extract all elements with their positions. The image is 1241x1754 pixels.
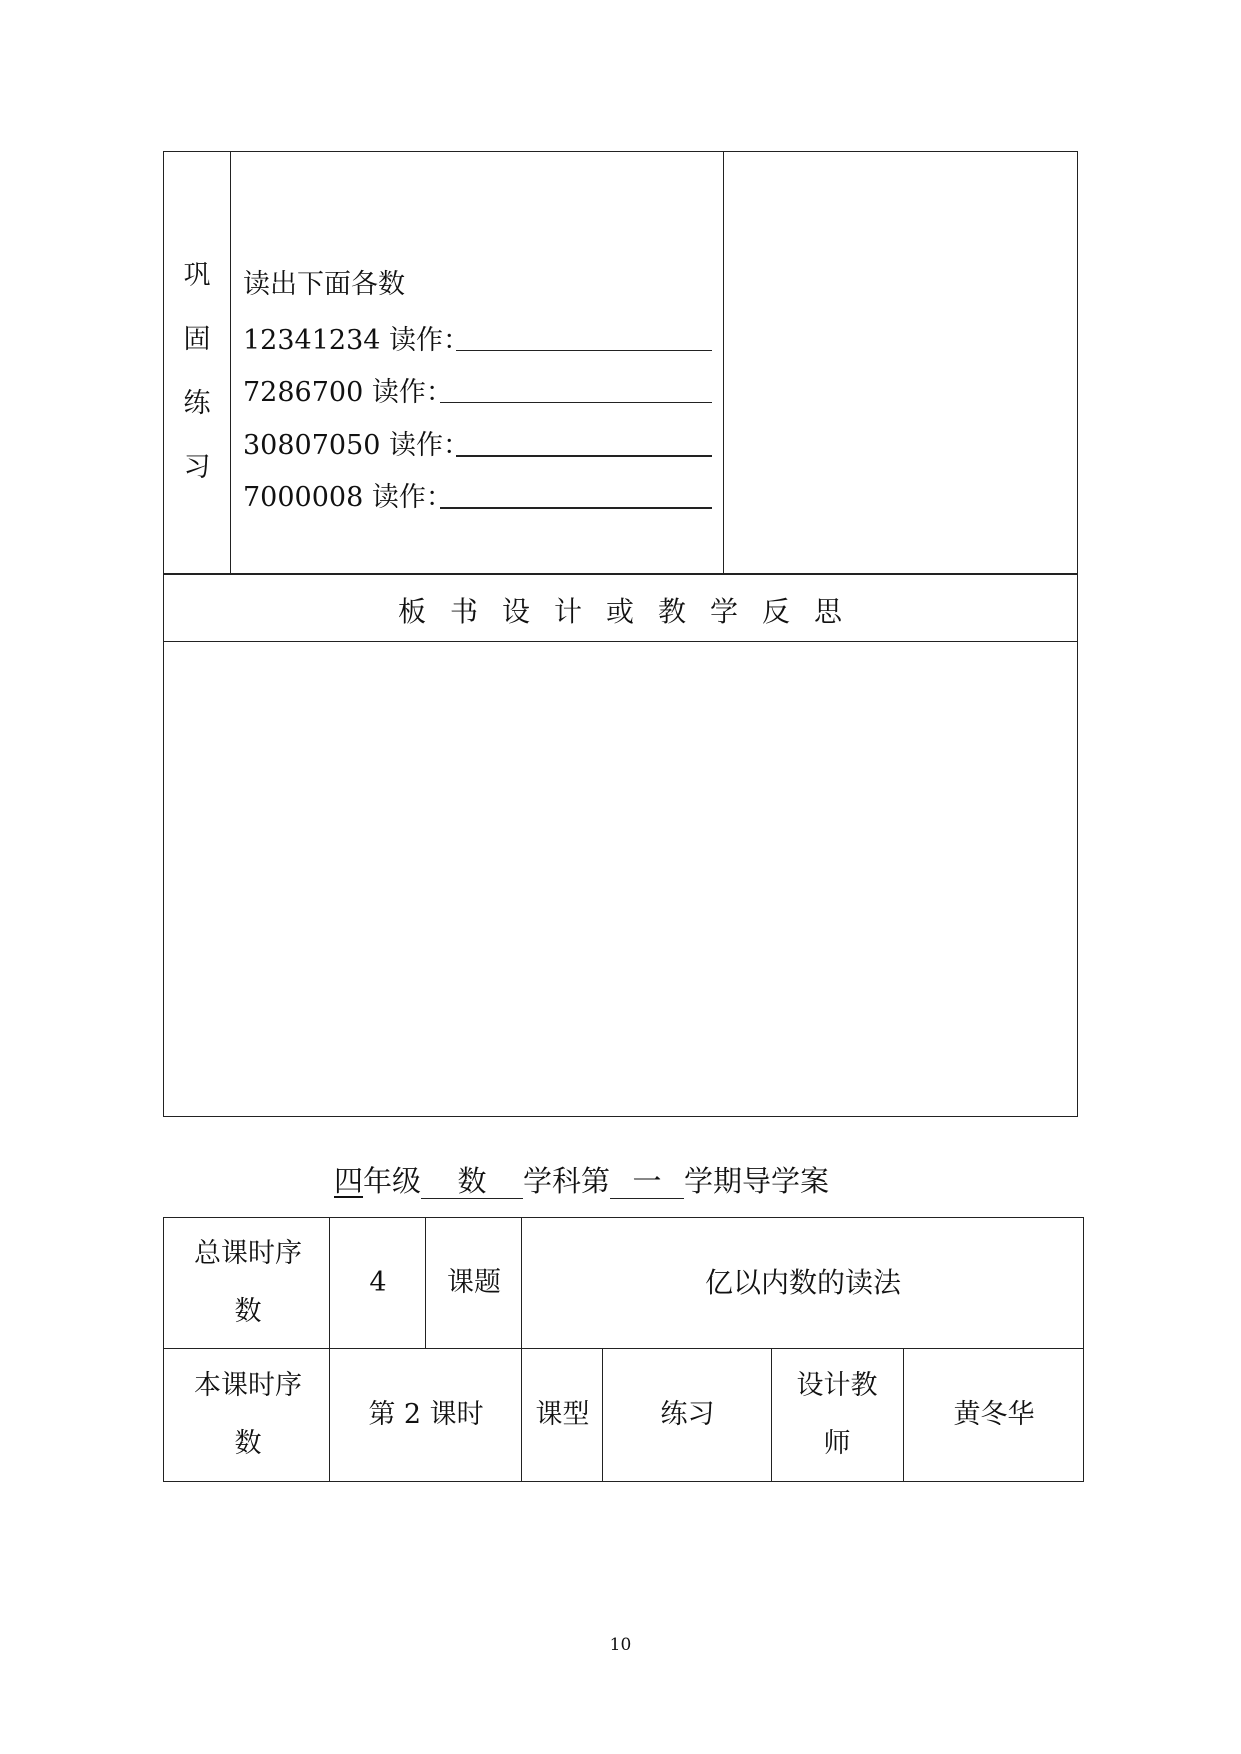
practice-section-label <box>162 244 232 500</box>
answer-blank[interactable] <box>456 455 712 457</box>
practice-notes-divider <box>723 151 724 574</box>
answer-blank[interactable] <box>440 507 712 509</box>
practice-label-char: 习 <box>183 452 211 483</box>
topic-label: 课题 <box>447 1267 501 1298</box>
current-lesson-value: 第 2 课时 <box>368 1399 484 1430</box>
info-col-divider <box>771 1348 772 1482</box>
page-number: 10 <box>609 1635 632 1655</box>
topic-value: 亿以内数的读法 <box>704 1266 901 1299</box>
practice-read-label: 读作： <box>389 430 471 461</box>
total-lesson-value: 4 <box>369 1267 387 1298</box>
designer-label <box>787 1349 887 1481</box>
answer-blank[interactable] <box>440 402 712 403</box>
subject-value: 数 <box>421 1166 523 1199</box>
answer-blank[interactable] <box>456 350 712 351</box>
current-lesson-label-text: 本课时序数 <box>194 1370 302 1459</box>
practice-read-label: 读作： <box>389 325 471 356</box>
subject-suffix: 学科第 <box>523 1164 611 1198</box>
practice-instruction: 读出下面各数 <box>243 269 405 300</box>
info-col-divider <box>425 1217 426 1349</box>
board-title-bottom-border <box>163 641 1078 642</box>
board-design-title: 板书设计或教学反思 <box>397 595 866 628</box>
practice-bottom-border <box>163 573 1078 575</box>
info-col-divider <box>521 1217 522 1482</box>
term-suffix: 学期导学案 <box>684 1164 830 1198</box>
practice-label-char: 巩 <box>183 260 211 291</box>
practice-number: 30807050 <box>243 430 381 461</box>
type-label: 课型 <box>535 1399 590 1430</box>
term-value: 一 <box>610 1166 684 1199</box>
info-col-divider <box>602 1348 603 1482</box>
total-lesson-label <box>183 1218 313 1348</box>
practice-label-char: 练 <box>183 388 211 419</box>
lesson-plan-heading <box>334 1159 829 1200</box>
designer-label-text: 设计教师 <box>796 1370 878 1459</box>
practice-number: 12341234 <box>243 325 381 356</box>
designer-value: 黄冬华 <box>953 1399 1035 1430</box>
practice-read-label: 读作： <box>371 377 453 408</box>
practice-item <box>243 318 470 357</box>
grade-suffix: 年级 <box>363 1164 422 1198</box>
grade-value: 四 <box>334 1164 364 1198</box>
practice-item <box>243 475 453 514</box>
practice-item <box>243 370 453 409</box>
info-col-divider <box>329 1217 330 1482</box>
practice-number: 7286700 <box>243 377 364 408</box>
practice-label-char: 固 <box>183 324 211 355</box>
board-design-area[interactable] <box>165 643 1076 1115</box>
current-lesson-label <box>183 1349 313 1481</box>
practice-read-label: 读作： <box>371 482 453 513</box>
info-col-divider <box>903 1348 904 1482</box>
total-lesson-label-text: 总课时序数 <box>194 1238 302 1327</box>
practice-number: 7000008 <box>243 482 364 513</box>
practice-item <box>243 423 470 462</box>
type-value: 练习 <box>660 1399 715 1430</box>
